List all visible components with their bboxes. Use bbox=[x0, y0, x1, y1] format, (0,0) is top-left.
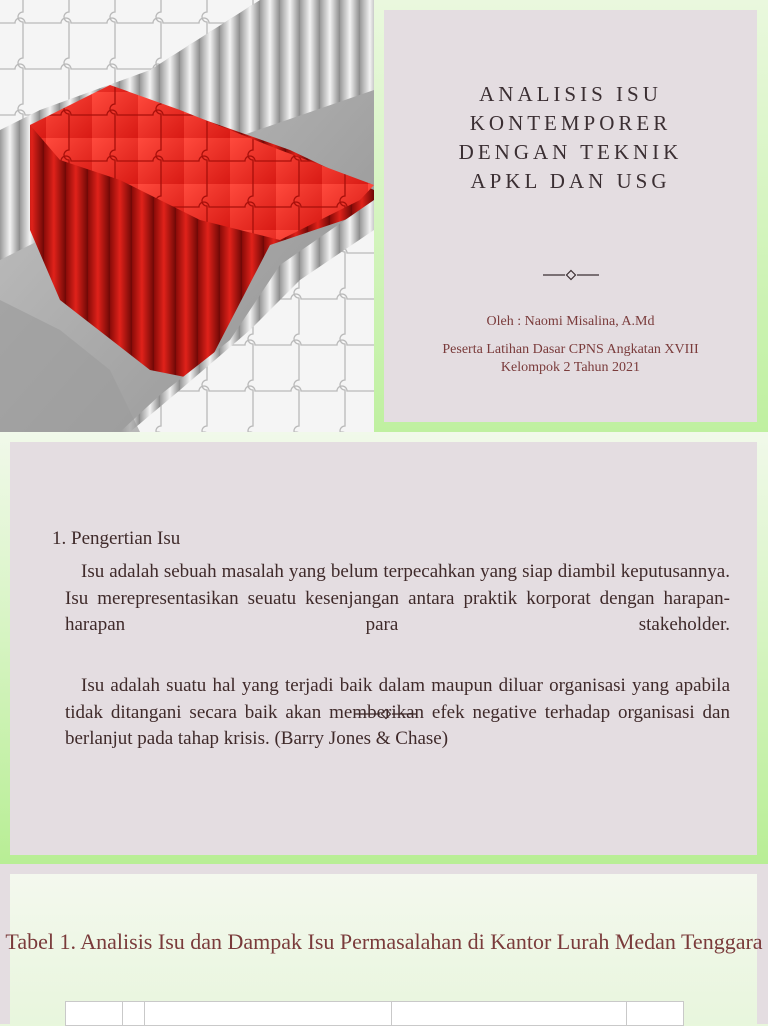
table-cell bbox=[66, 1002, 123, 1026]
affiliation-line: Peserta Latihan Dasar CPNS Angkatan XVIII Kelompok 2 Tahun 2021 bbox=[442, 342, 699, 375]
title-line-2: KONTEMPORER bbox=[469, 111, 672, 135]
puzzle-photo bbox=[0, 0, 374, 432]
diamond-divider-icon bbox=[355, 708, 417, 720]
table-cell bbox=[627, 1002, 684, 1026]
title-slide bbox=[0, 0, 768, 432]
table-cell bbox=[145, 1002, 392, 1026]
title-line-4: APKL DAN USG bbox=[470, 169, 671, 193]
presentation-title bbox=[384, 80, 757, 196]
paragraph-2-text: Isu adalah suatu hal yang terjadi baik dalam maupun diluar organisasi yang apabila tidak ditangani secara baik akan memberikan efek negative terhadap organisasi dan berlanjut pada tahap krisis. (Barry Jones & Chase) bbox=[65, 675, 730, 749]
paragraph-1-text: Isu adalah sebuah masalah yang belum terpecahkan yang siap diambil keputusannya. Isu merepresentasikan seuatu kesenjangan antara praktik korporat dengan harapan-harapan para stakeholder. bbox=[65, 561, 730, 635]
table-cell bbox=[392, 1002, 627, 1026]
table-slide bbox=[0, 864, 768, 1024]
table-row bbox=[66, 1002, 684, 1026]
content-panel bbox=[10, 442, 757, 855]
section-heading: 1. Pengertian Isu bbox=[52, 528, 181, 549]
author-line: Oleh : Naomi Misalina, A.Md bbox=[486, 314, 655, 329]
diamond-divider-icon bbox=[543, 269, 599, 281]
table-cell bbox=[122, 1002, 145, 1026]
title-line-3: DENGAN TEKNIK bbox=[458, 140, 683, 164]
puzzle-illustration bbox=[0, 0, 374, 432]
title-panel bbox=[384, 10, 757, 422]
definition-slide bbox=[0, 432, 768, 864]
table-title: Tabel 1. Analisis Isu dan Dampak Isu Permasalahan di Kantor Lurah Medan Tenggara bbox=[5, 929, 763, 954]
title-line-1: ANALISIS ISU bbox=[479, 82, 662, 106]
issue-table bbox=[65, 1001, 684, 1026]
paragraph-1 bbox=[65, 559, 730, 639]
